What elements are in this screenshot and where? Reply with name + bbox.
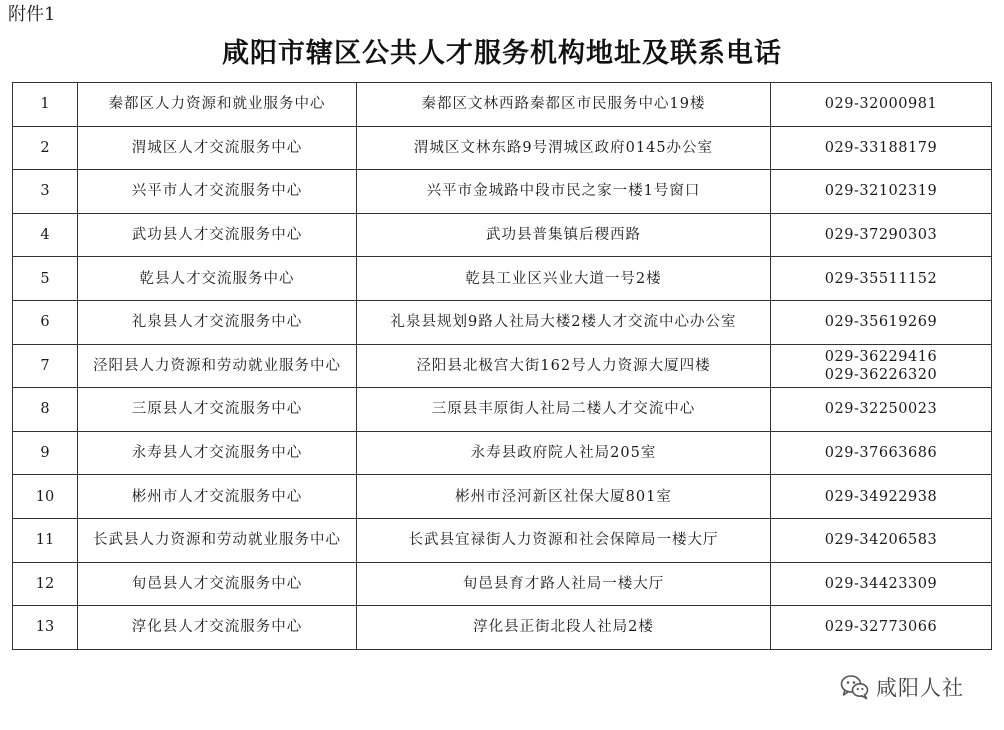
agency-address: 泾阳县北极宫大街162号人力资源大厦四楼 [357, 344, 771, 388]
agency-phone-cell [771, 344, 992, 388]
agency-phone-cell [771, 606, 992, 650]
agency-address: 兴平市金城路中段市民之家一楼1号窗口 [357, 170, 771, 214]
table-row [13, 562, 992, 606]
agency-phone-cell [771, 83, 992, 127]
table-row [13, 83, 992, 127]
table-row [13, 300, 992, 344]
document-title: 咸阳市辖区公共人才服务机构地址及联系电话 [222, 38, 782, 69]
agency-name: 淳化县人才交流服务中心 [78, 606, 357, 650]
table-row [13, 388, 992, 432]
agency-name: 旬邑县人才交流服务中心 [78, 562, 357, 606]
row-number: 3 [13, 170, 78, 214]
row-number: 8 [13, 388, 78, 432]
agency-address: 彬州市泾河新区社保大厦801室 [357, 475, 771, 519]
agency-name: 武功县人才交流服务中心 [78, 213, 357, 257]
agency-name: 渭城区人才交流服务中心 [78, 126, 357, 170]
agency-name: 泾阳县人力资源和劳动就业服务中心 [78, 344, 357, 388]
watermark [840, 672, 964, 702]
agency-address: 旬邑县育才路人社局一楼大厅 [357, 562, 771, 606]
phone-number: 029-37663686 [824, 445, 938, 462]
table-row [13, 475, 992, 519]
row-number: 10 [13, 475, 78, 519]
phone-number: 029-35511152 [824, 270, 938, 287]
phone-number: 029-33188179 [824, 139, 938, 156]
row-number: 4 [13, 213, 78, 257]
row-number: 12 [13, 562, 78, 606]
agency-name: 乾县人才交流服务中心 [78, 257, 357, 301]
agency-phone-cell [771, 170, 992, 214]
agency-name: 秦都区人力资源和就业服务中心 [78, 83, 357, 127]
phone-number: 029-37290303 [824, 227, 938, 244]
table-row [13, 431, 992, 475]
agency-address: 乾县工业区兴业大道一号2楼 [357, 257, 771, 301]
row-number: 1 [13, 83, 78, 127]
table-row [13, 126, 992, 170]
agency-name: 兴平市人才交流服务中心 [78, 170, 357, 214]
watermark-text: 咸阳人社 [876, 676, 964, 700]
phone-number: 029-32000981 [824, 96, 938, 113]
table-row [13, 257, 992, 301]
attachment-label: 附件1 [8, 4, 56, 25]
agency-address: 武功县普集镇后稷西路 [357, 213, 771, 257]
agency-address: 三原县丰原街人社局二楼人才交流中心 [357, 388, 771, 432]
agency-address: 礼泉县规划9路人社局大楼2楼人才交流中心办公室 [357, 300, 771, 344]
phone-number: 029-34922938 [824, 488, 938, 505]
row-number: 11 [13, 518, 78, 562]
agency-address: 秦都区文林西路秦都区市民服务中心19楼 [357, 83, 771, 127]
row-number: 9 [13, 431, 78, 475]
agency-name: 长武县人力资源和劳动就业服务中心 [78, 518, 357, 562]
agency-name: 永寿县人才交流服务中心 [78, 431, 357, 475]
phone-number: 029-32773066 [824, 619, 938, 636]
row-number: 6 [13, 300, 78, 344]
table-row [13, 606, 992, 650]
agency-name: 三原县人才交流服务中心 [78, 388, 357, 432]
phone-number: 029-32102319 [824, 183, 938, 200]
service-agency-table [12, 82, 992, 650]
wechat-icon [840, 674, 870, 700]
agency-phone-cell [771, 300, 992, 344]
row-number: 13 [13, 606, 78, 650]
agency-phone-cell [771, 518, 992, 562]
agency-address: 渭城区文林东路9号渭城区政府0145办公室 [357, 126, 771, 170]
agency-phone-cell [771, 431, 992, 475]
agency-phone-cell [771, 475, 992, 519]
row-number: 5 [13, 257, 78, 301]
table-row [13, 213, 992, 257]
table-row [13, 344, 992, 388]
phone-number: 029-34206583 [824, 532, 938, 549]
row-number: 7 [13, 344, 78, 388]
phone-number: 029-32250023 [824, 401, 938, 418]
phone-number: 029-36229416 [824, 348, 938, 365]
agency-name: 彬州市人才交流服务中心 [78, 475, 357, 519]
row-number: 2 [13, 126, 78, 170]
phone-number: 029-35619269 [824, 314, 938, 331]
agency-phone-cell [771, 562, 992, 606]
agency-phone-cell [771, 388, 992, 432]
agency-phone-cell [771, 126, 992, 170]
agency-phone-cell [771, 213, 992, 257]
table-row [13, 518, 992, 562]
agency-address: 淳化县正街北段人社局2楼 [357, 606, 771, 650]
table-body [13, 83, 992, 650]
table-row [13, 170, 992, 214]
agency-address: 永寿县政府院人社局205室 [357, 431, 771, 475]
agency-address: 长武县宜禄街人力资源和社会保障局一楼大厅 [357, 518, 771, 562]
phone-number: 029-36226320 [824, 366, 938, 383]
agency-phone-cell [771, 257, 992, 301]
agency-name: 礼泉县人才交流服务中心 [78, 300, 357, 344]
phone-number: 029-34423309 [824, 575, 938, 592]
